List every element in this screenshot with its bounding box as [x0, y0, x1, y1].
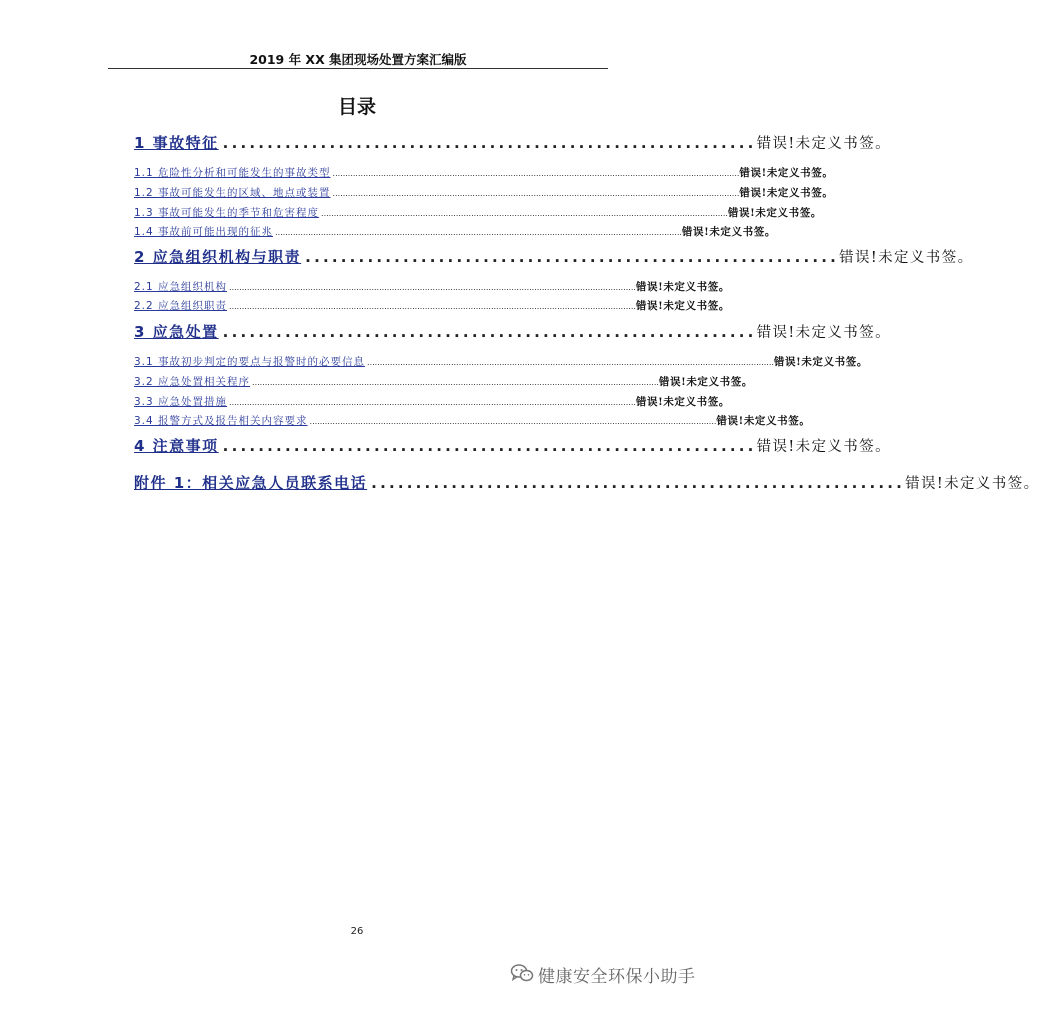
toc-entry-chapter[interactable] — [134, 246, 974, 267]
toc-page-ref: 错误!未定义书签。 — [635, 300, 730, 312]
header-rule — [108, 68, 608, 69]
toc-entry-label[interactable]: 1.4 事故前可能出现的征兆 — [134, 226, 274, 238]
toc-leader-dots: ................................................................................................................................................................ — [229, 302, 636, 311]
toc-entry-label[interactable]: 3.2 应急处置相关程序 — [134, 376, 251, 388]
toc-entry-section[interactable] — [134, 298, 730, 313]
toc-entry-label[interactable]: 2 应急组织机构与职责 — [134, 248, 302, 266]
toc-page-ref: 错误!未定义书签。 — [635, 281, 730, 293]
toc-page-ref: 错误!未定义书签。 — [773, 356, 868, 368]
toc-entry-label[interactable]: 3 应急处置 — [134, 323, 219, 341]
toc-entry-section[interactable] — [134, 205, 822, 220]
toc-entry-label[interactable]: 1.1 危险性分析和可能发生的事故类型 — [134, 167, 331, 179]
toc-entry-section[interactable] — [134, 165, 834, 180]
toc-entry-section[interactable] — [134, 413, 811, 428]
toc-entry-label[interactable]: 附件 1：相关应急人员联系电话 — [134, 474, 368, 492]
toc-leader-dots: ............................................................ — [222, 134, 757, 152]
toc-entry-label[interactable]: 1.2 事故可能发生的区域、地点或装置 — [134, 187, 331, 199]
toc-leader-dots: ................................................................................................................................................................ — [275, 228, 682, 237]
toc-entry-label[interactable]: 1.3 事故可能发生的季节和危害程度 — [134, 207, 320, 219]
toc-page-ref: 错误!未定义书签。 — [739, 187, 834, 199]
wechat-icon — [510, 963, 534, 987]
toc-entry-label[interactable]: 2.2 应急组织职责 — [134, 300, 228, 312]
toc-entry-label[interactable]: 2.1 应急组织机构 — [134, 281, 228, 293]
toc-leader-dots: ............................................................ — [222, 437, 757, 455]
toc-entry-section[interactable] — [134, 374, 753, 389]
toc-leader-dots: ................................................................................................................................................................ — [229, 283, 636, 292]
toc-entry-chapter[interactable] — [134, 321, 892, 342]
toc-leader-dots: ............................................................ — [305, 248, 840, 266]
toc-entry-section[interactable] — [134, 279, 730, 294]
toc-page-ref: 错误!未定义书签。 — [839, 250, 974, 266]
toc-page-ref: 错误!未定义书签。 — [756, 325, 892, 341]
toc-page-ref: 错误!未定义书签。 — [756, 439, 892, 455]
toc-entry-label[interactable]: 3.3 应急处置措施 — [134, 396, 228, 408]
toc-page-ref: 错误!未定义书签。 — [739, 167, 834, 179]
toc-leader-dots: ................................................................................................................................................................ — [229, 398, 636, 407]
toc-entry-section[interactable] — [134, 394, 730, 409]
toc-entry-label[interactable]: 3.1 事故初步判定的要点与报警时的必要信息 — [134, 356, 366, 368]
toc-page-ref: 错误!未定义书签。 — [658, 376, 753, 388]
toc-page-ref: 错误!未定义书签。 — [756, 136, 892, 152]
toc-entry-chapter[interactable] — [134, 132, 892, 153]
toc-title: 目录 — [337, 96, 376, 118]
toc-entry-section[interactable] — [134, 224, 776, 239]
running-header: 2019 年 XX 集团现场处置方案汇编版 — [249, 52, 467, 67]
toc-leader-dots: ................................................................................................................................................................ — [332, 189, 740, 198]
toc-page-ref: 错误!未定义书签。 — [905, 476, 1040, 492]
toc-entry-section[interactable] — [134, 185, 834, 200]
toc-leader-dots: ................................................................................................................................................................ — [367, 358, 774, 367]
toc-leader-dots: ................................................................................................................................................................ — [332, 169, 740, 178]
toc-entry-label[interactable]: 3.4 报警方式及报告相关内容要求 — [134, 415, 308, 427]
watermark — [510, 962, 696, 987]
toc-leader-dots: ................................................................................................................................................................ — [309, 417, 717, 426]
toc-leader-dots: ............................................................ — [222, 323, 757, 341]
toc-entry-chapter[interactable] — [134, 472, 1040, 493]
toc-entry-section[interactable] — [134, 354, 868, 369]
toc-page-ref: 错误!未定义书签。 — [635, 396, 730, 408]
toc-entry-chapter[interactable] — [134, 435, 892, 456]
toc-page-ref: 错误!未定义书签。 — [681, 226, 776, 238]
toc-entry-label[interactable]: 1 事故特征 — [134, 134, 219, 152]
toc-page-ref: 错误!未定义书签。 — [727, 207, 822, 219]
toc-leader-dots: ................................................................................................................................................................ — [252, 378, 659, 387]
toc-entry-label[interactable]: 4 注意事项 — [134, 437, 219, 455]
watermark-text: 健康安全环保小助手 — [538, 967, 696, 987]
page-number: 26 — [350, 926, 364, 937]
toc-leader-dots: ................................................................................................................................................................ — [321, 209, 728, 218]
toc-leader-dots: ............................................................ — [371, 474, 906, 492]
toc-page-ref: 错误!未定义书签。 — [716, 415, 811, 427]
